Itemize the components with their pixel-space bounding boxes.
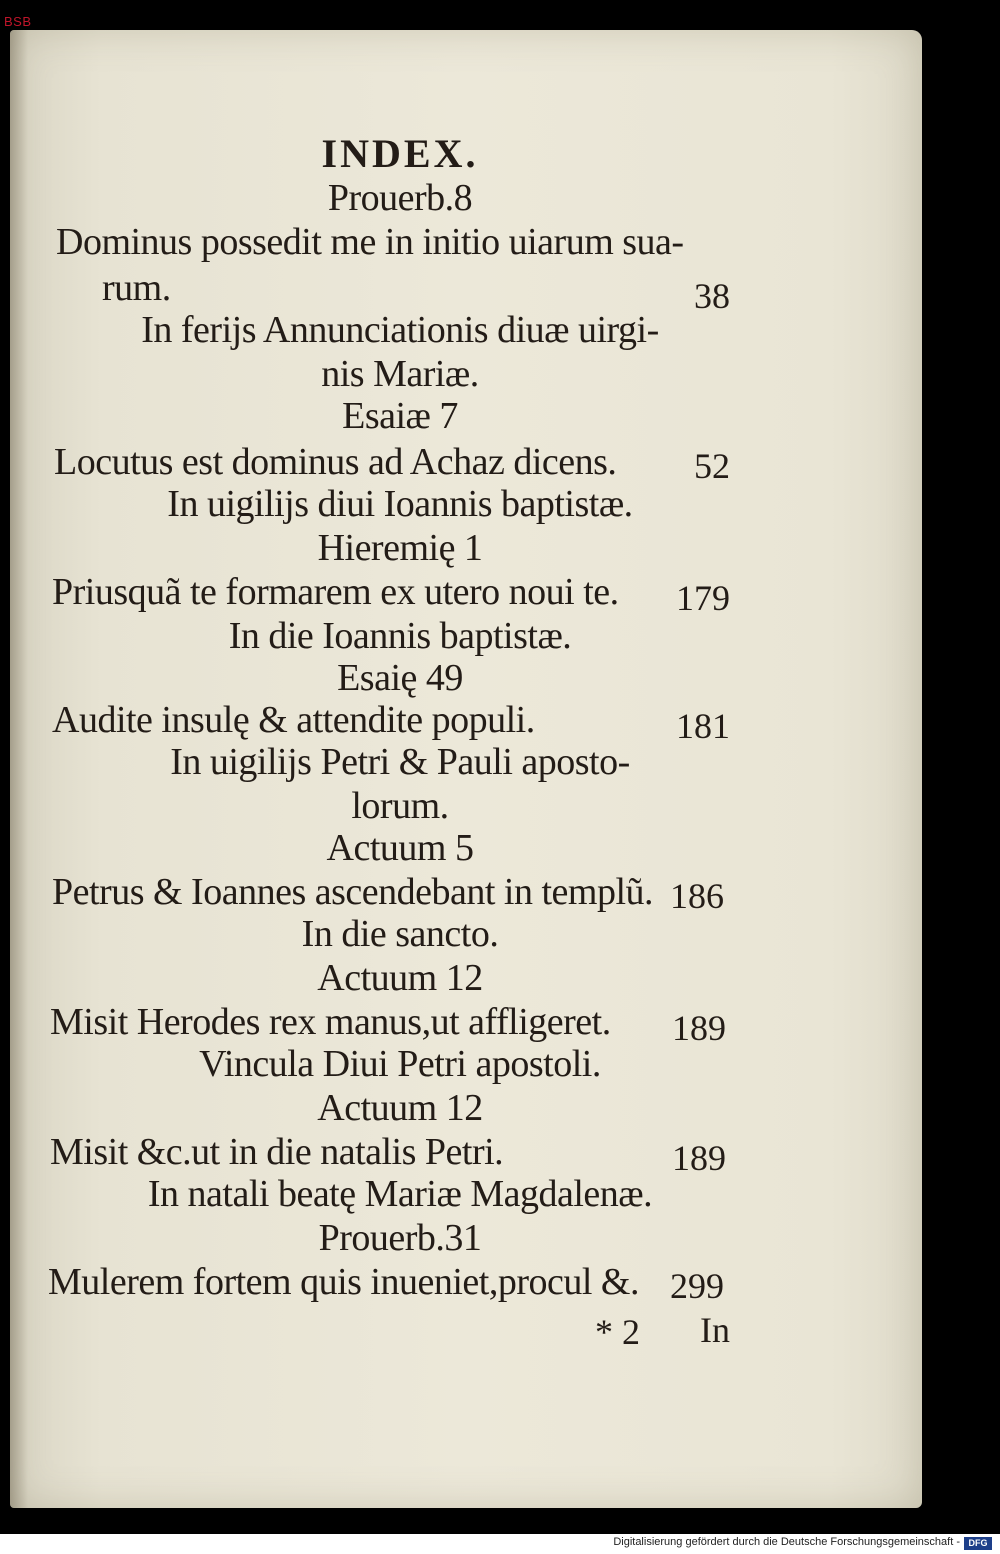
page-reference: 38 <box>694 276 730 316</box>
library-mark: BSB <box>4 14 32 29</box>
feast-heading: Vincula Diui Petri apostoli. <box>199 1043 601 1085</box>
feast-heading-continuation: nis Mariæ. <box>321 353 479 395</box>
index-entry-continuation: rum. <box>102 267 171 309</box>
page-reference: 52 <box>694 446 730 486</box>
signature-mark: * 2 <box>595 1312 640 1352</box>
section-ref: Prouerb.8 <box>327 177 473 219</box>
feast-heading: In die Ioannis baptistæ. <box>228 615 572 657</box>
funding-notice: Digitalisierung gefördert durch die Deutsche Forschungsgemeinschaft - <box>613 1536 960 1548</box>
section-ref: Actuum 5 <box>326 827 474 869</box>
catchword: In <box>700 1310 730 1350</box>
feast-heading: In die sancto. <box>301 913 499 955</box>
feast-heading-continuation: lorum. <box>351 785 449 827</box>
page-heading: INDEX. <box>321 131 479 176</box>
page-reference: 181 <box>676 706 730 746</box>
index-entry: Priusquã te formarem ex utero noui te. <box>52 571 619 613</box>
index-entry: Misit Herodes rex manus,ut affligeret. <box>50 1001 611 1043</box>
index-entry: Locutus est dominus ad Achaz dicens. <box>54 441 617 483</box>
book-page <box>10 30 922 1508</box>
index-entry: Audite insulę & attendite populi. <box>52 699 535 741</box>
feast-heading: In natali beatę Mariæ Magdalenæ. <box>147 1173 653 1215</box>
feast-heading: In uigilijs diui Ioannis baptistæ. <box>167 483 633 525</box>
footer-bar <box>0 1534 1000 1554</box>
page-reference: 299 <box>670 1266 724 1306</box>
section-ref: Esaię 49 <box>337 657 463 699</box>
index-entry: Dominus possedit me in initio uiarum sua- <box>56 221 684 263</box>
section-ref: Prouerb.31 <box>318 1217 482 1259</box>
section-ref: Actuum 12 <box>317 957 483 999</box>
section-ref: Actuum 12 <box>317 1087 483 1129</box>
page-reference: 189 <box>672 1138 726 1178</box>
dfg-logo: DFG <box>964 1537 992 1550</box>
index-entry: Petrus & Ioannes ascendebant in templũ. <box>52 871 654 913</box>
page-reference: 186 <box>670 876 724 916</box>
feast-heading: In ferijs Annunciationis diuæ uirgi- <box>141 309 659 351</box>
section-ref: Hieremię 1 <box>317 527 483 569</box>
index-entry: Mulerem fortem quis inueniet,procul &. <box>48 1261 639 1303</box>
page-reference: 179 <box>676 578 730 618</box>
index-entry: Misit &c.ut in die natalis Petri. <box>50 1131 504 1173</box>
section-ref: Esaiæ 7 <box>342 395 458 437</box>
page-reference: 189 <box>672 1008 726 1048</box>
feast-heading: In uigilijs Petri & Pauli aposto- <box>170 741 630 783</box>
